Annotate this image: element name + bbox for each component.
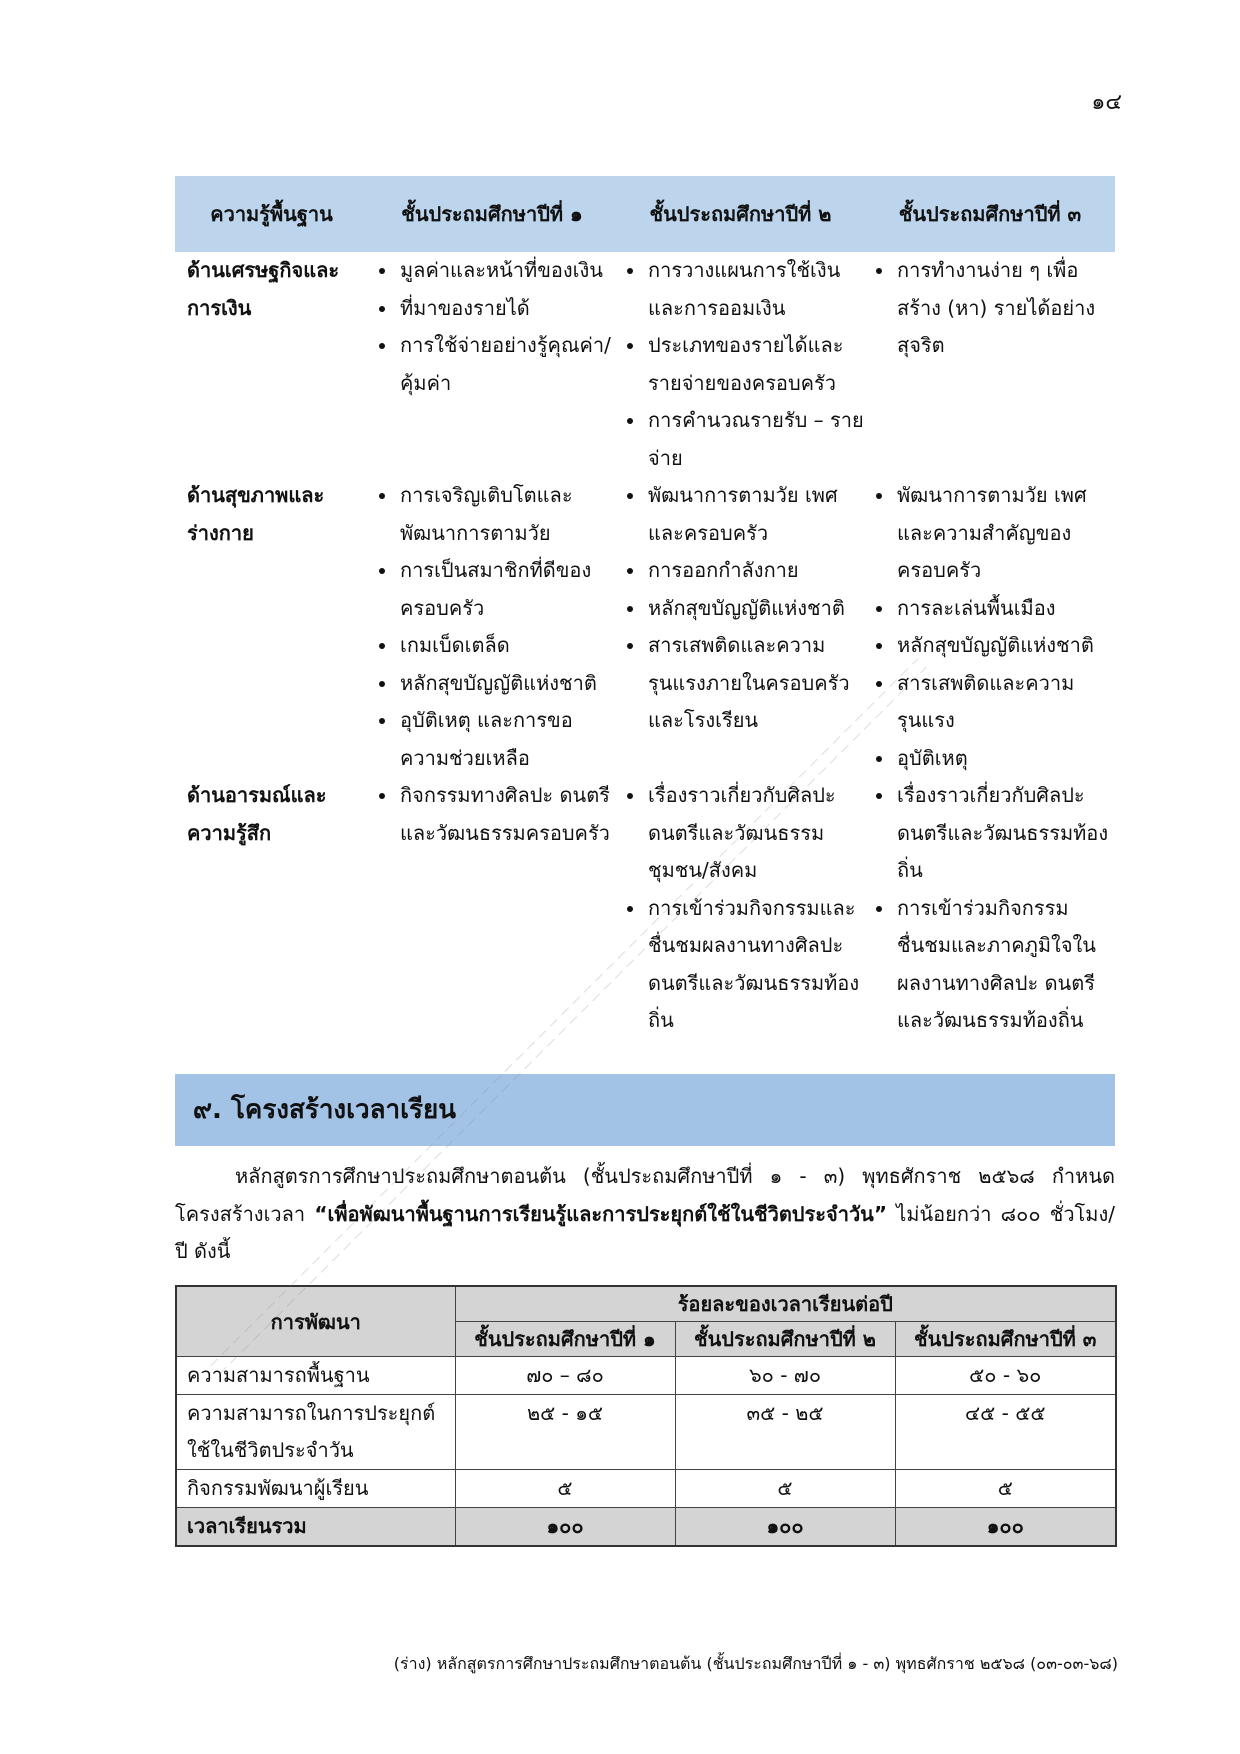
list-item: • หลักสุขบัญญัติแห่งชาติ xyxy=(646,590,865,628)
row-label: กิจกรรมพัฒนาผู้เรียน xyxy=(176,1470,455,1508)
total-label: เวลาเรียนรวม xyxy=(176,1508,455,1547)
list-item: • การคำนวณรายรับ – รายจ่าย xyxy=(646,402,865,477)
cell-value: ๗๐ – ๘๐ xyxy=(455,1357,675,1395)
list-item: • ที่มาของรายได้ xyxy=(398,290,616,328)
table-row xyxy=(176,1470,1116,1508)
list-item: • พัฒนาการตามวัย เพศ และครอบครัว xyxy=(646,477,865,552)
page-number: ๑๔ xyxy=(1091,90,1122,115)
list-item: • การเป็นสมาชิกที่ดีของครอบครัว xyxy=(398,552,616,627)
cell-value: ๕ xyxy=(455,1470,675,1508)
list-item: • การวางแผนการใช้เงินและการออมเงิน xyxy=(646,252,865,327)
category-health: ด้านสุขภาพและร่างกาย xyxy=(187,483,325,545)
header-grade-1: ชั้นประถมศึกษาปีที่ ๑ xyxy=(368,176,616,252)
list-item: • กิจกรรมทางศิลปะ ดนตรีและวัฒนธรรมครอบครัว xyxy=(398,777,616,852)
list-item: • อุบัติเหตุ และการขอความช่วยเหลือ xyxy=(398,702,616,777)
intro-emphasis: “เพื่อพัฒนาพื้นฐานการเรียนรู้และการประยุกต์ใช้ในชีวิตประจำวัน” xyxy=(314,1201,887,1226)
cell-value: ๒๕ - ๑๕ xyxy=(455,1395,675,1470)
intro-text: หลักสูตรการศึกษาประถมศึกษาตอนต้น (ชั้นประถมศึกษาปีที่ ๑ - ๓) พุทธศักราช ๒๕๖๘ กำหนดโครงสร้างเวลา xyxy=(175,1164,1115,1226)
time-structure-table xyxy=(175,1285,1117,1547)
cell-value: ๕ xyxy=(895,1470,1116,1508)
table-row xyxy=(175,477,1115,777)
row-label: ความสามารถในการประยุกต์ใช้ในชีวิตประจำวัน xyxy=(176,1395,455,1470)
intro-paragraph xyxy=(175,1158,1115,1271)
list-item: • การเข้าร่วมกิจกรรมและชื่นชมผลงานทางศิลปะ ดนตรีและวัฒนธรรมท้องถิ่น xyxy=(646,890,865,1040)
page-footer: (ร่าง) หลักสูตรการศึกษาประถมศึกษาตอนต้น (ชั้นประถมศึกษาปีที่ ๑ - ๓) พุทธศักราช ๒๕๖๘ (๐๓-๐๓-๖๘) xyxy=(393,1654,1118,1673)
cell-value: ๖๐ - ๗๐ xyxy=(675,1357,895,1395)
row-label: ความสามารถพื้นฐาน xyxy=(176,1357,455,1395)
list-item: • พัฒนาการตามวัย เพศ และความสำคัญของครอบครัว xyxy=(895,477,1115,590)
total-value: ๑๐๐ xyxy=(455,1508,675,1547)
list-item: • สารเสพติดและความรุนแรง xyxy=(895,665,1115,740)
category-economics: ด้านเศรษฐกิจและการเงิน xyxy=(187,258,340,320)
total-value: ๑๐๐ xyxy=(675,1508,895,1547)
table-row xyxy=(175,777,1115,1040)
section-header xyxy=(175,1074,1115,1146)
list-item: • การทำงานง่าย ๆ เพื่อสร้าง (หา) รายได้อย่างสุจริต xyxy=(895,252,1115,365)
table-row xyxy=(176,1395,1116,1470)
header-grade-3: ชั้นประถมศึกษาปีที่ ๓ xyxy=(865,176,1115,252)
header-grade-2: ชั้นประถมศึกษาปีที่ ๒ xyxy=(616,176,865,252)
cell-value: ๓๕ - ๒๕ xyxy=(675,1395,895,1470)
cell-value: ๔๕ - ๕๕ xyxy=(895,1395,1116,1470)
list-item: • อุบัติเหตุ xyxy=(895,740,1115,778)
table-row xyxy=(176,1357,1116,1395)
total-value: ๑๐๐ xyxy=(895,1508,1116,1547)
list-item: • ประเภทของรายได้และรายจ่ายของครอบครัว xyxy=(646,327,865,402)
list-item: • การเข้าร่วมกิจกรรม ชื่นชมและภาคภูมิใจในผลงานทางศิลปะ ดนตรีและวัฒนธรรมท้องถิ่น xyxy=(895,890,1115,1040)
table-row xyxy=(175,252,1115,477)
category-emotion: ด้านอารมณ์และความรู้สึก xyxy=(187,783,327,845)
section-title: ๙. โครงสร้างเวลาเรียน xyxy=(193,1095,456,1125)
intro-text-end: ไม่น้อยกว่า ๘๐๐ ชั่วโมง/ปี ดังนี้ xyxy=(175,1201,1115,1263)
list-item: • หลักสุขบัญญัติแห่งชาติ xyxy=(398,665,616,703)
knowledge-table xyxy=(175,176,1115,1040)
list-item: • เกมเบ็ดเตล็ด xyxy=(398,627,616,665)
total-row xyxy=(176,1508,1116,1547)
list-item: • การออกกำลังกาย xyxy=(646,552,865,590)
list-item: • เรื่องราวเกี่ยวกับศิลปะ ดนตรีและวัฒนธรรมท้องถิ่น xyxy=(895,777,1115,890)
list-item: • หลักสุขบัญญัติแห่งชาติ xyxy=(895,627,1115,665)
header-knowledge: ความรู้พื้นฐาน xyxy=(175,176,368,252)
list-item: • การละเล่นพื้นเมือง xyxy=(895,590,1115,628)
cell-value: ๕ xyxy=(675,1470,895,1508)
header-grade-3: ชั้นประถมศึกษาปีที่ ๓ xyxy=(895,1322,1116,1357)
header-percent: ร้อยละของเวลาเรียนต่อปี xyxy=(455,1286,1116,1322)
list-item: • การเจริญเติบโตและพัฒนาการตามวัย xyxy=(398,477,616,552)
header-development: การพัฒนา xyxy=(176,1286,455,1357)
list-item: • การใช้จ่ายอย่างรู้คุณค่า/คุ้มค่า xyxy=(398,327,616,402)
list-item: • สารเสพติดและความรุนแรงภายในครอบครัวและโรงเรียน xyxy=(646,627,865,740)
header-grade-1: ชั้นประถมศึกษาปีที่ ๑ xyxy=(455,1322,675,1357)
cell-value: ๕๐ - ๖๐ xyxy=(895,1357,1116,1395)
header-grade-2: ชั้นประถมศึกษาปีที่ ๒ xyxy=(675,1322,895,1357)
list-item: • เรื่องราวเกี่ยวกับศิลปะ ดนตรีและวัฒนธรรมชุมชน/สังคม xyxy=(646,777,865,890)
list-item: • มูลค่าและหน้าที่ของเงิน xyxy=(398,252,616,290)
